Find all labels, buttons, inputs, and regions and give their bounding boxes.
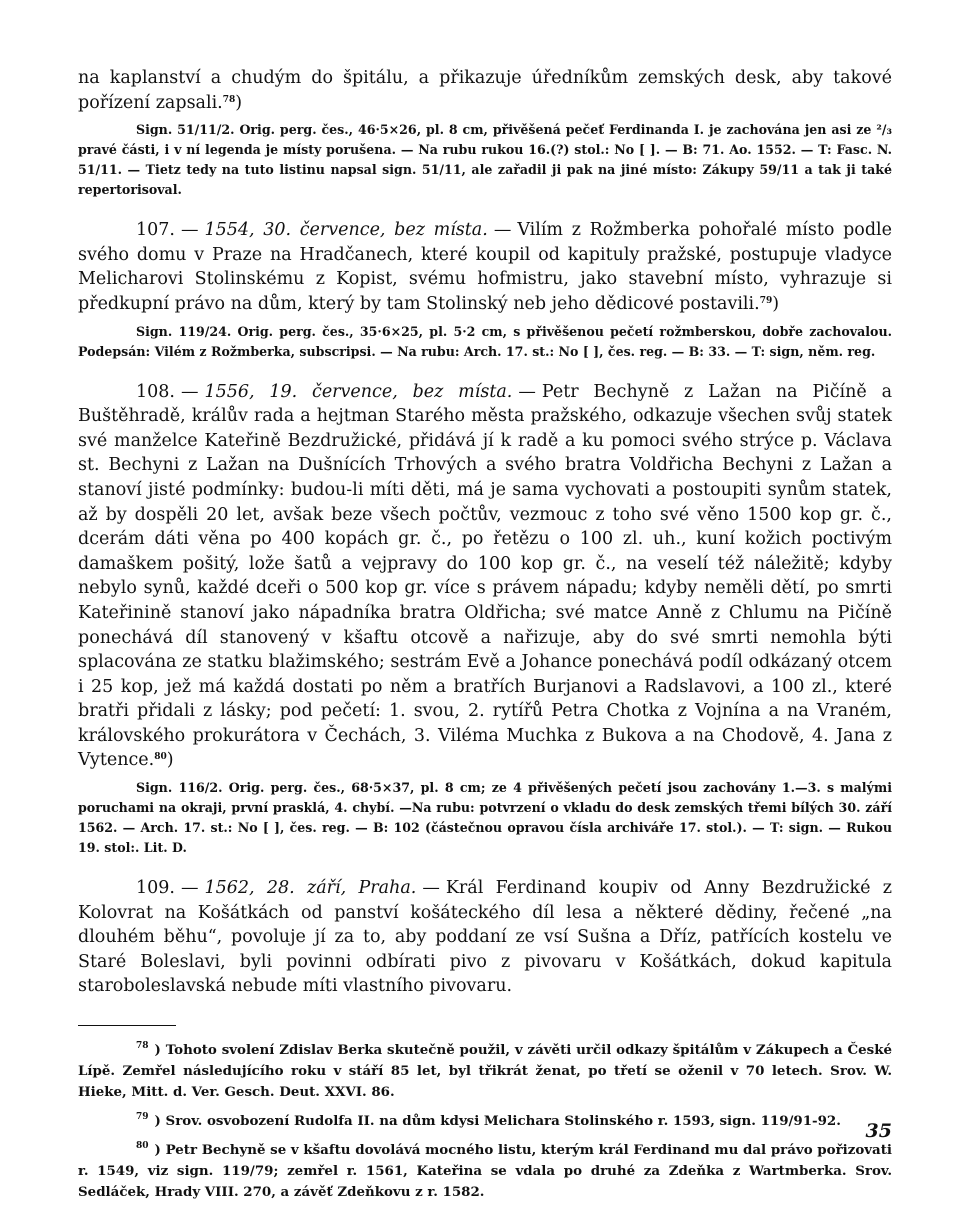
entry-text: Král Ferdinand koupiv od Anny Bezdružické z Kolovrat na Košátkách od panství košáteckého díl lesa a některé dědiny, řečené „na dlouhém běhu“, povoluje jí za to, aby poddaní ze vsí Sušna a Dříz, patřících kostelu ve Staré Boleslavi, byli povinni odbírati pivo z pivovaru v Košátkách, dokud kapitula staroboleslavská nebude míti vlastního pivovaru.	[78, 878, 892, 997]
footnote-text: Petr Bechyně se v kšaftu dovolává mocného listu, kterým král Ferdinand mu dal právo pořizovati r. 1549, viz sign. 119/79; zemřel r. 1561, Kateřina se vdala po druhé za Zdeňka z Wartmberka. Srov. Sedláček, Hrady VIII. 270, a závěť Zdeňkovu z r. 1582.	[78, 1142, 893, 1201]
footnote-divider	[78, 1025, 176, 1026]
footnote-mark: 80	[136, 1141, 149, 1152]
document-page	[78, 66, 892, 1207]
footnote-ref: 79	[759, 295, 773, 306]
footnote-mark: 78	[136, 1041, 149, 1052]
entry-date: 1562, 28. září, Praha.	[204, 878, 417, 899]
footnote-mark: 79	[136, 1112, 149, 1123]
entry-note: Sign. 116/2. Orig. perg. čes., 68·5×37, pl. 8 cm; ze 4 přivěšených pečetí jsou zachovány 1.—3. s malými poruchami na okraji, první prasklá, 4. chybí. —Na rubu: potvrzení o vkladu do desk zemských třemi bílých 30. září 1562. — Arch. 17. st.: No [ ], čes. reg. — B: 102 (částečnou opravou čísla archiváře 17. stol.). — T: sign. — Rukou 19. stol:. Lit. D.	[78, 780, 892, 856]
page-number: 35	[865, 1120, 892, 1142]
entry-paragraph: 108. — 1556, 19. července, bez místa. — Petr Bechyně z Lažan na Pičíně a Buštěhradě, králův rada a hejtman Starého města pražského, odkazuje všechen svůj statek své manželce Kateřině Bezdružické, přidává jí k radě a ku pomoci svého strýce p. Václava st. Bechyni z Lažan na Dušnících Trhových a svého bratra Voldřicha Bechyni z Lažan a stanoví jisté podmínky: budou-li míti děti, má je sama vychovati a postoupiti synům statek, až by dospěli 20 let, avšak beze všech počtův, vezmouc z toho své věno 1500 kop gr. č., dcerám dáti věna po 400 kopách gr. č., po řetězu o 100 zl. uh., kuní kožich poctivým damaškem pošitý, lože šatů a vejpravy do 100 kop gr. č., na veselí též náležitě; kdyby nebylo synů, každé dceři o 500 kop gr. více s právem nápadu; kdyby neměli dětí, po smrti Kateřinině stanoví jako nápadníka bratra Oldřicha; své matce Anně z Chlumu na Pičíně ponechává díl stanovený v kšaftu otcově a nařizuje, aby do své smrti nemohla býti splacována ze statku blažimského; sestrám Evě a Johance ponechává podíl odkázaný otcem i 25 kop, jež má každá dostati po něm a bratřích Burjanovi a Radslavovi, a 100 zl., které bratři přidali z lásky; pod pečetí: 1. svou, 2. rytířů Petra Chotka z Vojnína a na Vraném, královského prokurátora v Čechách, 3. Viléma Muchka z Bukova a na Chodově, 4. Jana z Vytence.$^{80}$)	[78, 381, 893, 771]
footnote-79: $^{79}$ ) Srov. osvobození Rudolfa II. na dům kdysi Melichara Stolinského r. 1593, sign. 119/91-92.	[136, 1112, 841, 1130]
entry-date: 1554, 30. července, bez místa.	[204, 220, 488, 241]
footnote-ref: 78	[222, 94, 236, 105]
footnote-78: $^{78}$ ) Tohoto svolení Zdislav Berka skutečně použil, v závěti určil odkazy špitálům v Zákupech a České Lípě. Zemřel následujícího roku v stáří 85 let, byl třikrát ženat, po třetí se oženil v 70 letech. Srov. W. Hieke, Mitt. d. Ver. Gesch. Deut. XXVI. 86.	[78, 1041, 893, 1101]
intro-note: Sign. 51/11/2. Orig. perg. čes., 46·5×26, pl. 8 cm, přivěšená pečeť Ferdinanda I. je zachována jen asi ze ²/₃ pravé části, i v ní legenda je místy porušena. — Na rubu rukou 16.(?) stol.: No [ ]. — B: 71. Ao. 1552. — T: Fasc. N. 51/11. — Tietz tedy na tuto listinu napsal sign. 51/11, ale zařadil ji pak na jiné místo: Zákupy 59/11 a tak ji také repertorisoval.	[78, 122, 892, 198]
entry-note: Sign. 119/24. Orig. perg. čes., 35·6×25, pl. 5·2 cm, s přivěšenou pečetí rožmberskou, dobře zachovalou. Podepsán: Vilém z Rožmberka, subscripsi. — Na rubu: Arch. 17. st.: No [ ], čes. reg. — B: 33. — T: sign, něm. reg.	[78, 323, 892, 359]
entry-paragraph: 109. — 1562, 28. září, Praha. — Král Ferdinand koupiv od Anny Bezdružické z Kolovrat na Košátkách od panství košáteckého díl lesa a některé dědiny, řečené „na dlouhém běhu“, povoluje jí za to, aby poddaní ze vsí Sušna a Dříz, patřících kostelu ve Staré Boleslavi, byli povinni odbírati pivo z pivovaru v Košátkách, dokud kapitula staroboleslavská nebude míti vlastního pivovaru.	[78, 878, 892, 997]
entry-number: 107.	[136, 220, 175, 241]
entry-number: 109.	[136, 878, 175, 899]
entry-paragraph: 107. — 1554, 30. července, bez místa. — Vilím z Rožmberka pohořalé místo podle svého domu v Praze na Hradčanech, které koupil od kapituly pražské, postupuje vladyce Melicharovi Stolinskému z Kopist, svému hofmistru, jako stavební místo, vyhrazuje si předkupní právo na dům, který by tam Stolinský neb jeho dědicové postavili.$^{79}$)	[78, 220, 893, 314]
entry-108	[78, 380, 892, 859]
intro-text: na kaplanství a chudým do špitálu, a přikazuje úředníkům zemských desk, aby takové pořízení zapsali.	[78, 68, 892, 113]
intro-paragraph: na kaplanství a chudým do špitálu, a přikazuje úředníkům zemských desk, aby takové pořízení zapsali.$^{78}$)	[78, 68, 892, 113]
entry-date: 1556, 19. července, bez místa.	[204, 381, 513, 402]
entry-text: Petr Bechyně z Lažan na Pičíně a Buštěhradě, králův rada a hejtman Starého města pražského, odkazuje všechen svůj statek své manželce Kateřině Bezdružické, přidává jí k radě a ku pomoci svého strýce p. Václava st. Bechyni z Lažan na Dušnících Trhových a svého bratra Voldřicha Bechyni z Lažan a stanoví jisté podmínky: budou-li míti děti, má je sama vychovati a postoupiti synům statek, až by dospěli 20 let, avšak beze všech počtův, vezmouc z toho své věno 1500 kop gr. č., dcerám dáti věna po 400 kopách gr. č., po řetězu o 100 zl. uh., kuní kožich poctivým damaškem pošitý, lože šatů a vejpravy do 100 kop gr. č., na veselí též náležitě; kdyby nebylo synů, každé dceři o 500 kop gr. více s právem nápadu; kdyby neměli dětí, po smrti Kateřinině stanoví jako nápadníka bratra Oldřicha; své matce Anně z Chlumu na Pičíně ponechává díl stanovený v kšaftu otcově a nařizuje, aby do své smrti nemohla býti splacována ze statku blažimského; sestrám Evě a Johance ponechává podíl odkázaný otcem i 25 kop, jež má každá dostati po něm a bratřích Burjanovi a Radslavovi, a 100 zl., které bratři přidali z lásky; pod pečetí: 1. svou, 2. rytířů Petra Chotka z Vojnína a na Vraném, královského prokurátora v Čechách, 3. Viléma Muchka z Bukova a na Chodově, 4. Jana z Vytence.	[78, 381, 893, 771]
entry-107	[78, 218, 892, 361]
footnote-ref: 80	[154, 752, 167, 763]
entry-number: 108.	[136, 381, 175, 402]
footnote-text: Srov. osvobození Rudolfa II. na dům kdysi Melichara Stolinského r. 1593, sign. 119/91-92.	[165, 1113, 841, 1130]
entry-text: Vilím z Rožmberka pohořalé místo podle svého domu v Praze na Hradčanech, které koupil od kapituly pražské, postupuje vladyce Melicharovi Stolinskému z Kopist, svému hofmistru, jako stavební místo, vyhrazuje si předkupní právo na dům, který by tam Stolinský neb jeho dědicové postavili.	[78, 220, 893, 314]
entry-109	[78, 876, 892, 999]
footnote-text: Tohoto svolení Zdislav Berka skutečně použil, v závěti určil odkazy špitálům v Zákupech a České Lípě. Zemřel následujícího roku v stáří 85 let, byl třikrát ženat, po třetí se oženil v 70 letech. Srov. W. Hieke, Mitt. d. Ver. Gesch. Deut. XXVI. 86.	[78, 1042, 893, 1101]
footnote-80: $^{80}$ ) Petr Bechyně se v kšaftu dovolává mocného listu, kterým král Ferdinand mu dal právo pořizovati r. 1549, viz sign. 119/79; zemřel r. 1561, Kateřina se vdala po druhé za Zdeňka z Wartmberka. Srov. Sedláček, Hrady VIII. 270, a závěť Zdeňkovu z r. 1582.	[78, 1141, 893, 1201]
